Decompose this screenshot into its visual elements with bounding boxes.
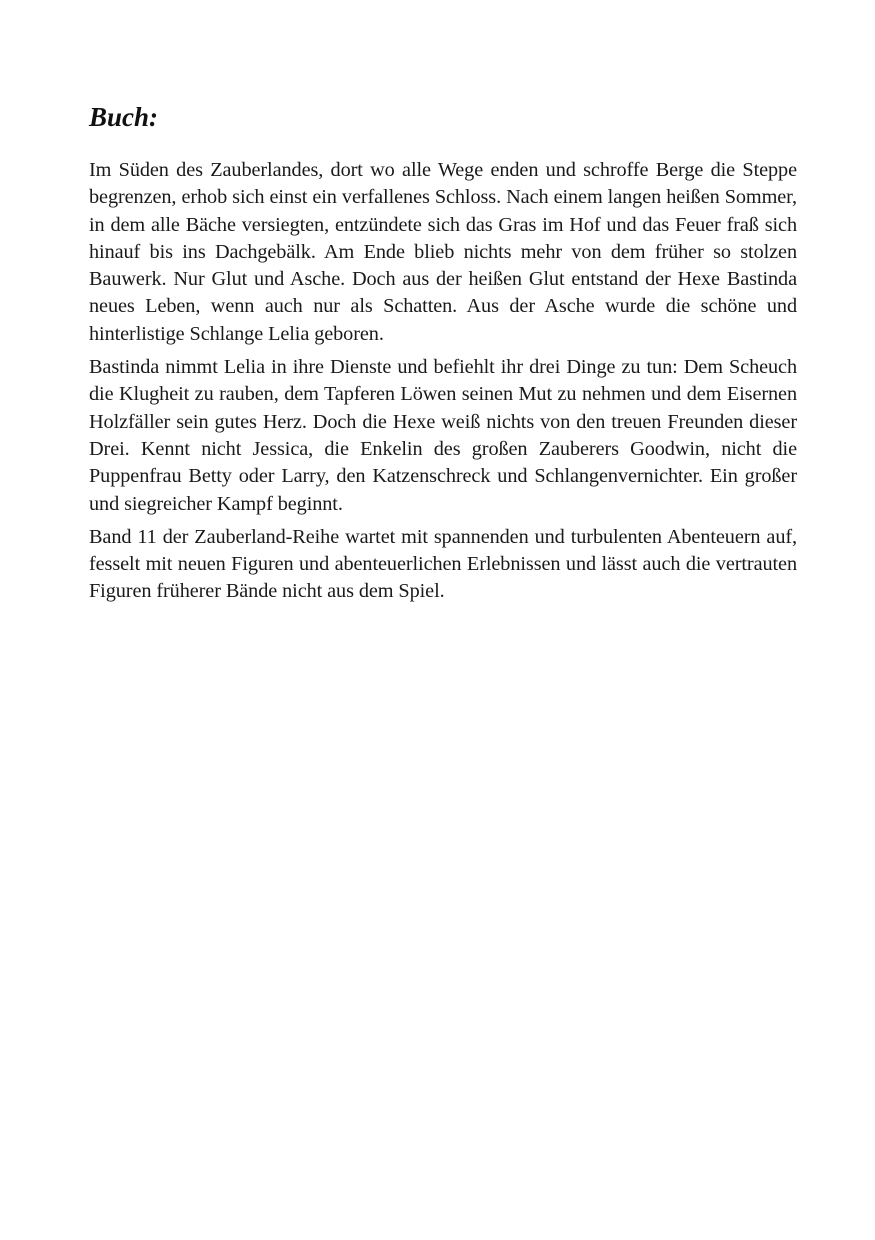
section-heading: Buch: (89, 102, 159, 132)
paragraph-3: Band 11 der Zauberland-Reihe wartet mit spannenden und turbulenten Abenteuern auf, fesselt mit neuen Figuren und abenteuerlichen Erlebnissen und lässt auch die vertrauten Figuren früherer Bände nicht aus dem Spiel. (89, 525, 797, 603)
paragraph-1: Im Süden des Zauberlandes, dort wo alle Wege enden und schroffe Berge die Steppe begrenzen, erhob sich einst ein verfallenes Schloss. Nach einem langen heißen Sommer, in dem alle Bäche versiegten, entzündete sich das Gras im Hof und das Feuer fraß sich hinauf bis ins Dachgebälk. Am Ende blieb nichts mehr von dem früher so stolzen Bauwerk. Nur Glut und Asche. Doch aus der heißen Glut entstand der Hexe Bastinda neues Leben, wenn auch nur als Schatten. Aus der Asche wurde die schöne und hinterlistige Schlange Lelia geboren. (89, 159, 797, 345)
paragraph-2: Bastinda nimmt Lelia in ihre Dienste und befiehlt ihr drei Dinge zu tun: Dem Scheuch die Klugheit zu rauben, dem Tapferen Löwen seinen Mut zu nehmen und dem Eisernen Holzfäller sein gutes Herz. Doch die Hexe weiß nichts von den treuen Freunden dieser Drei. Kennt nicht Jessica, die Enkelin des großen Zauberers Goodwin, nicht die Puppenfrau Betty oder Larry, den Katzenschreck und Schlangenvernichter. Ein großer und siegreicher Kampf beginnt. (89, 356, 797, 515)
document-page (89, 100, 797, 612)
